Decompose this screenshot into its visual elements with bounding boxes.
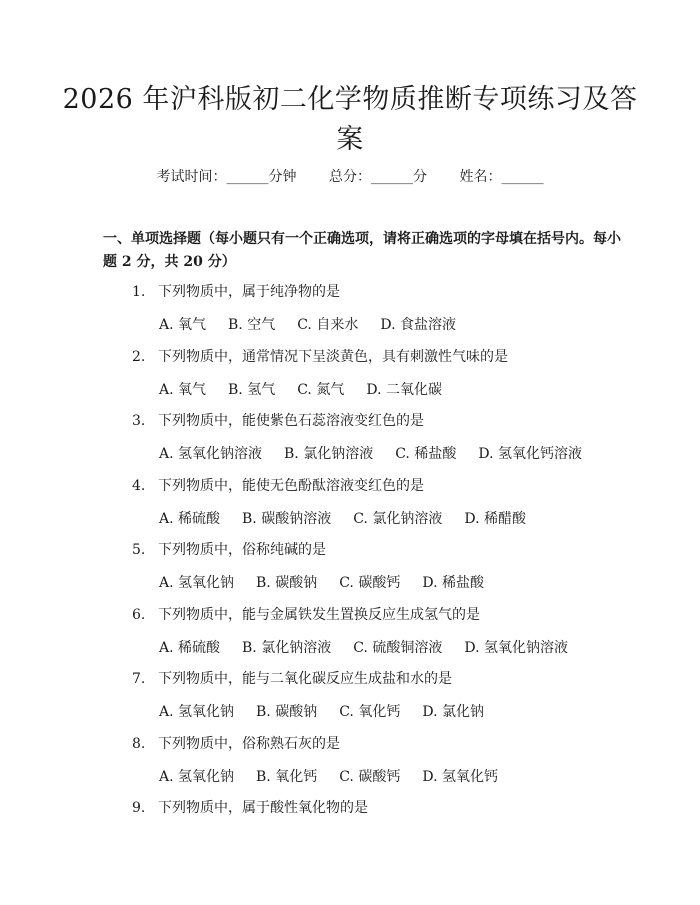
- option-c[interactable]: C. 自来水: [297, 317, 359, 333]
- question-5-options: [159, 573, 506, 593]
- option-a[interactable]: A. 氧气: [159, 381, 207, 398]
- option-c[interactable]: C. 氮气: [297, 381, 345, 398]
- option-b[interactable]: B. 氯化钠溶液: [242, 639, 332, 656]
- question-text: 下列物质中，能使紫色石蕊溶液变红色的是: [158, 413, 424, 429]
- question-text: 下列物质中，能使无色酚酞溶液变红色的是: [158, 477, 424, 494]
- question-6: [132, 605, 480, 625]
- question-1-options: [159, 315, 478, 335]
- option-d[interactable]: D. 二氧化碳: [366, 381, 442, 398]
- question-7-options: [159, 702, 506, 722]
- question-number: 4.: [132, 477, 146, 494]
- question-number: 8.: [132, 735, 146, 752]
- question-text: 下列物质中，俗称熟石灰的是: [158, 735, 340, 752]
- option-d[interactable]: D. 稀醋酸: [464, 510, 526, 527]
- option-d[interactable]: D. 稀盐酸: [422, 575, 484, 591]
- question-text: 下列物质中，属于纯净物的是: [158, 284, 340, 300]
- option-d[interactable]: D. 氢氧化钙: [422, 768, 498, 785]
- question-3: [132, 411, 424, 431]
- option-c[interactable]: C. 氧化钙: [339, 704, 401, 720]
- exam-meta: [0, 167, 700, 187]
- option-b[interactable]: B. 氢气: [228, 381, 276, 398]
- option-b[interactable]: B. 氧化钙: [256, 768, 318, 785]
- section-heading: 一、单项选择题（每小题只有一个正确选项，请将正确选项的字母填在括号内。每小题 2 分，共 20 分）: [103, 231, 621, 270]
- question-text: 下列物质中，通常情况下呈淡黄色，具有刺激性气味的是: [158, 348, 508, 365]
- option-d[interactable]: D. 氯化钠: [422, 704, 484, 720]
- page-title: 2026 年沪科版初二化学物质推断专项练习及答案: [62, 84, 638, 155]
- question-number: 3.: [132, 413, 146, 429]
- option-b[interactable]: B. 碳酸钠: [256, 704, 318, 720]
- student-name: 姓名：______: [459, 169, 544, 185]
- question-8: [132, 734, 340, 754]
- option-a[interactable]: A. 氢氧化钠: [159, 704, 235, 720]
- question-8-options: [159, 767, 520, 787]
- question-2-options: [159, 380, 464, 400]
- question-number: 5.: [132, 542, 146, 558]
- option-c[interactable]: C. 碳酸钙: [339, 768, 401, 785]
- question-number: 9.: [132, 800, 146, 816]
- question-text: 下列物质中，能与二氧化碳反应生成盐和水的是: [158, 671, 452, 687]
- question-1: [132, 282, 340, 302]
- question-text: 下列物质中，俗称纯碱的是: [158, 542, 326, 558]
- question-5: [132, 540, 326, 560]
- total-score: 总分：______分: [329, 169, 427, 185]
- option-d[interactable]: D. 食盐溶液: [380, 317, 456, 333]
- option-b[interactable]: B. 空气: [228, 317, 276, 333]
- option-a[interactable]: A. 氢氧化钠: [159, 768, 235, 785]
- option-b[interactable]: B. 氯化钠溶液: [284, 446, 374, 462]
- option-c[interactable]: C. 碳酸钙: [339, 575, 401, 591]
- question-9: [132, 798, 368, 818]
- option-a[interactable]: A. 稀硫酸: [159, 639, 221, 656]
- option-a[interactable]: A. 氢氧化钠: [159, 575, 235, 591]
- question-number: 7.: [132, 671, 146, 687]
- option-c[interactable]: C. 稀盐酸: [395, 446, 457, 462]
- option-d[interactable]: D. 氢氧化钠溶液: [464, 639, 568, 656]
- question-3-options: [159, 444, 604, 464]
- option-b[interactable]: B. 碳酸钠: [256, 575, 318, 591]
- question-7: [132, 669, 452, 689]
- question-text: 下列物质中，能与金属铁发生置换反应生成氢气的是: [158, 606, 480, 623]
- option-a[interactable]: A. 氢氧化钠溶液: [159, 446, 263, 462]
- option-b[interactable]: B. 碳酸钠溶液: [242, 510, 332, 527]
- option-c[interactable]: C. 氯化钠溶液: [353, 510, 443, 527]
- question-number: 6.: [132, 606, 146, 623]
- question-4-options: [159, 509, 548, 529]
- option-a[interactable]: A. 稀硫酸: [159, 510, 221, 527]
- exam-time: 考试时间：______分钟: [156, 169, 297, 185]
- question-6-options: [159, 638, 590, 658]
- question-number: 2.: [132, 348, 146, 365]
- option-d[interactable]: D. 氢氧化钙溶液: [478, 446, 582, 462]
- question-text: 下列物质中，属于酸性氧化物的是: [158, 800, 368, 816]
- question-number: 1.: [132, 284, 146, 300]
- option-c[interactable]: C. 硫酸铜溶液: [353, 639, 443, 656]
- option-a[interactable]: A. 氧气: [159, 317, 207, 333]
- question-4: [132, 476, 424, 496]
- question-2: [132, 347, 508, 367]
